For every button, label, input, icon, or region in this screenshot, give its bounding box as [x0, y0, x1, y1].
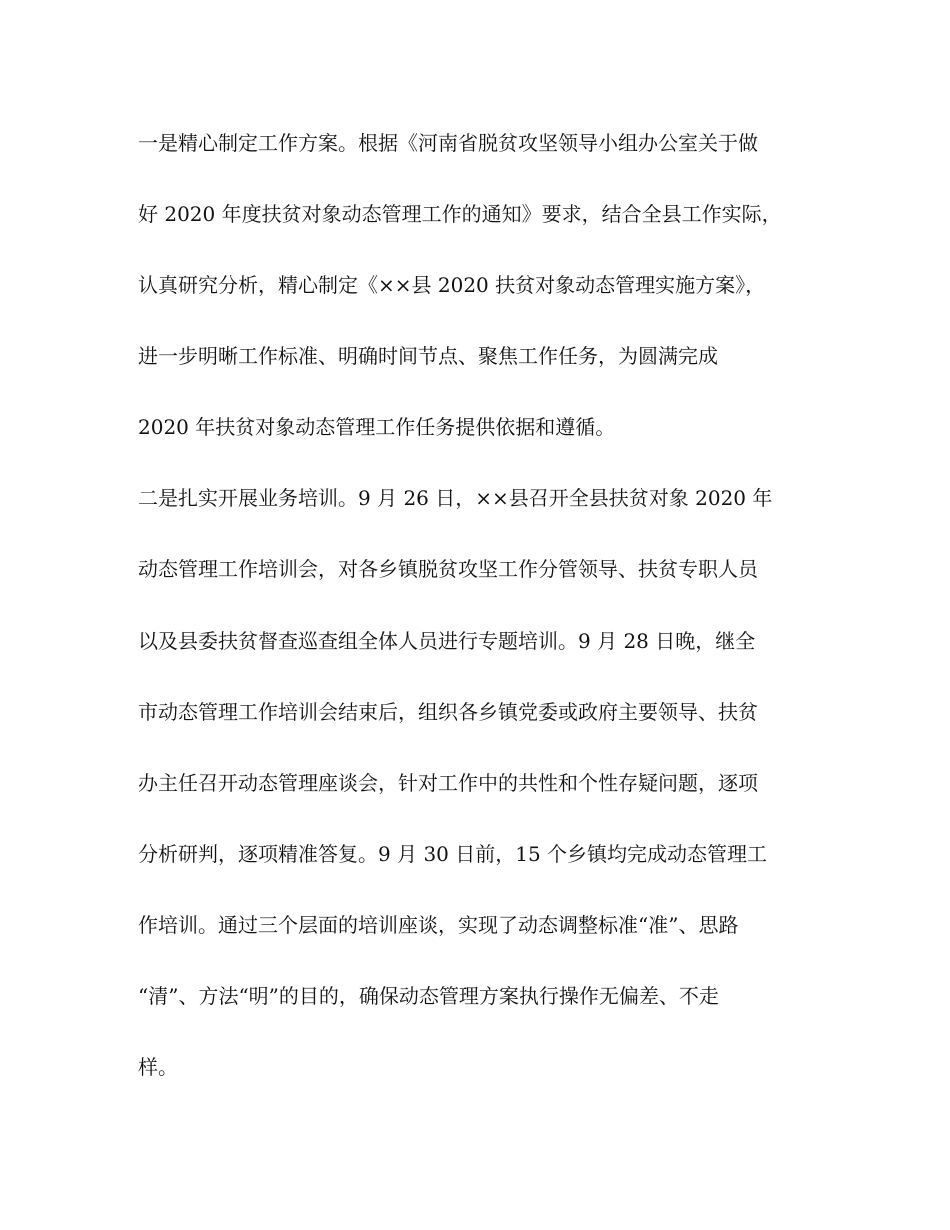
paragraph-line: 市动态管理工作培训会结束后，组织各乡镇党委或政府主要领导、扶贫	[138, 700, 758, 724]
paragraph-line: 以及县委扶贫督查巡查组全体人员进行专题培训。9 月 28 日晚，继全	[138, 629, 756, 653]
paragraph-line: 作培训。通过三个层面的培训座谈，实现了动态调整标准“准”、思路	[138, 913, 739, 937]
paragraph-line: 好 2020 年度扶贫对象动态管理工作的通知》要求，结合全县工作实际，	[138, 202, 782, 226]
paragraph-line: “清”、方法“明”的目的，确保动态管理方案执行操作无偏差、不走	[138, 984, 719, 1008]
paragraph-line: 分析研判，逐项精准答复。9 月 30 日前，15 个乡镇均完成动态管理工	[138, 842, 768, 866]
paragraph-line: 动态管理工作培训会，对各乡镇脱贫攻坚工作分管领导、扶贫专职人员	[138, 557, 758, 581]
paragraph-line: 进一步明晰工作标准、明确时间节点、聚焦工作任务，为圆满完成	[138, 344, 718, 368]
paragraph-line: 办主任召开动态管理座谈会，针对工作中的共性和个性存疑问题，逐项	[138, 771, 758, 795]
paragraph-line: 认真研究分析，精心制定《××县 2020 扶贫对象动态管理实施方案》，	[138, 273, 766, 297]
paragraph-line: 样。	[138, 1055, 178, 1079]
paragraph-line: 二是扎实开展业务培训。9 月 26 日，××县召开全县扶贫对象 2020 年	[138, 486, 773, 510]
paragraph-line: 2020 年扶贫对象动态管理工作任务提供依据和遵循。	[138, 415, 616, 439]
paragraph-line: 一是精心制定工作方案。根据《河南省脱贫攻坚领导小组办公室关于做	[138, 131, 758, 155]
